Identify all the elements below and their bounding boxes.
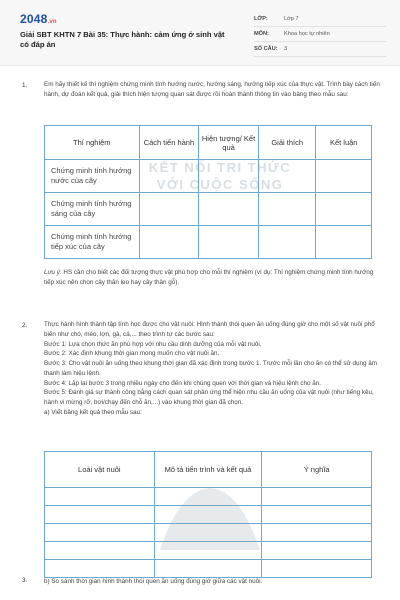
site-logo[interactable] xyxy=(20,12,57,26)
note-body: HS cần cho biết các đối tượng thực vật phù hợp cho mỗi thí nghiệm (ví dụ: Thí nghiệm chứng minh tính hướng tiếp xúc nên chọn cây thân leo hay cây thân gỗ). xyxy=(44,269,374,286)
step-item: Bước 2: Xác định khung thời gian mong muốn cho vật nuôi ăn. xyxy=(44,350,220,358)
watermark-line: VỚI CUỘC SỐNG xyxy=(156,176,284,192)
meta-key: MÔN: xyxy=(254,31,269,37)
table-row xyxy=(45,226,372,259)
logo-number: 2048 xyxy=(20,12,48,26)
table-header-row xyxy=(45,126,372,160)
document-header xyxy=(0,0,400,66)
table-row-label: Chứng minh tính hướng tiếp xúc của cây xyxy=(45,226,140,259)
meta-value: Lớp 7 xyxy=(284,16,299,22)
question-number: 2. xyxy=(22,322,28,329)
publisher-watermark xyxy=(120,160,320,194)
question-text: b) So sánh thời gian hình thành thói quen ăn uống đúng giờ giữa các vật nuôi. xyxy=(44,578,263,585)
question-text: Em hãy thiết kế thí nghiệm chứng minh tính hướng nước, hướng sáng, hướng tiếp xúc của thực vật. Trình bày cách tiến hành, dự đoán kết quả, giải thích hiện tượng quan sát được rồi hoàn thành thông tin vào bảng theo mẫu sau: xyxy=(44,81,380,98)
question-text xyxy=(44,320,384,418)
step-item: Bước 3: Cho vật nuôi ăn uống theo khung thời gian đã xác định trong bước 1. Trước mỗi lần cho ăn có thể sử dụng âm thanh làm hiệu lệnh. xyxy=(44,360,378,377)
sub-question: a) Viết bảng kết quả theo mẫu sau: xyxy=(44,408,142,416)
table-header-cell: Thí nghiệm xyxy=(45,126,140,160)
document-title: Giải SBT KHTN 7 Bài 35: Thực hành: cảm ứng ở sinh vật có đáp án xyxy=(20,30,225,49)
meta-row-grade xyxy=(254,12,386,27)
question-intro: Thực hành hình thành tập tính học được cho vật nuôi: Hình thành thói quen ăn uống đúng giờ cho một số vật nuôi phổ biến như chó, mèo, lợn, gà, cá,... theo trình tự các bước sau: xyxy=(44,321,375,338)
table-row xyxy=(45,193,372,226)
document-meta xyxy=(254,12,386,57)
meta-key: LỚP: xyxy=(254,16,268,22)
table-header-cell: Giải thích xyxy=(258,126,316,160)
watermark-logo xyxy=(150,480,270,560)
table-row-label: Chứng minh tính hướng sáng của cây xyxy=(45,193,140,226)
table-row-label: Chứng minh tính hướng nước của cây xyxy=(45,160,140,193)
note-label: Lưu ý: xyxy=(44,269,62,276)
table-header-cell: Cách tiến hành xyxy=(139,126,199,160)
step-item: Bước 5: Đánh giá sự thành công bằng cách quan sát phản ứng thể hiện nhu cầu ăn uống của vật nuôi (như tiếng kêu, hành vi mừng rỡ, bơi/chạy đến chỗ ăn,...) vào khung thời gian đã chọn. xyxy=(44,389,374,406)
watermark-line: KẾT NỐI TRI THỨC xyxy=(148,160,292,175)
meta-key: SỐ CÂU: xyxy=(254,46,278,52)
question-number: 3. xyxy=(22,577,28,584)
question-number: 1. xyxy=(22,82,28,89)
table-header-cell: Hiện tượng/ Kết quả xyxy=(199,126,259,160)
table-header-cell: Ý nghĩa xyxy=(262,452,372,488)
meta-value: Khoa học tự nhiên xyxy=(284,31,330,37)
logo-suffix: .vn xyxy=(47,19,57,25)
table-row xyxy=(45,560,372,578)
table-header-cell: Kết luận xyxy=(316,126,372,160)
meta-row-subject xyxy=(254,27,386,42)
table-header-cell: Mô tả tiến trình và kết quả xyxy=(154,452,262,488)
table-header-cell: Loài vật nuôi xyxy=(45,452,155,488)
step-item: Bước 1: Lựa chọn thức ăn phù hợp với nhu cầu dinh dưỡng của mỗi vật nuôi. xyxy=(44,340,262,348)
meta-row-question-count xyxy=(254,42,386,57)
meta-value: 3 xyxy=(284,46,288,52)
step-item: Bước 4: Lặp lại bước 3 trong nhiều ngày cho đến khi chúng quen với thời gian và hiệu lệnh cho ăn. xyxy=(44,379,322,387)
note-text xyxy=(44,268,384,288)
